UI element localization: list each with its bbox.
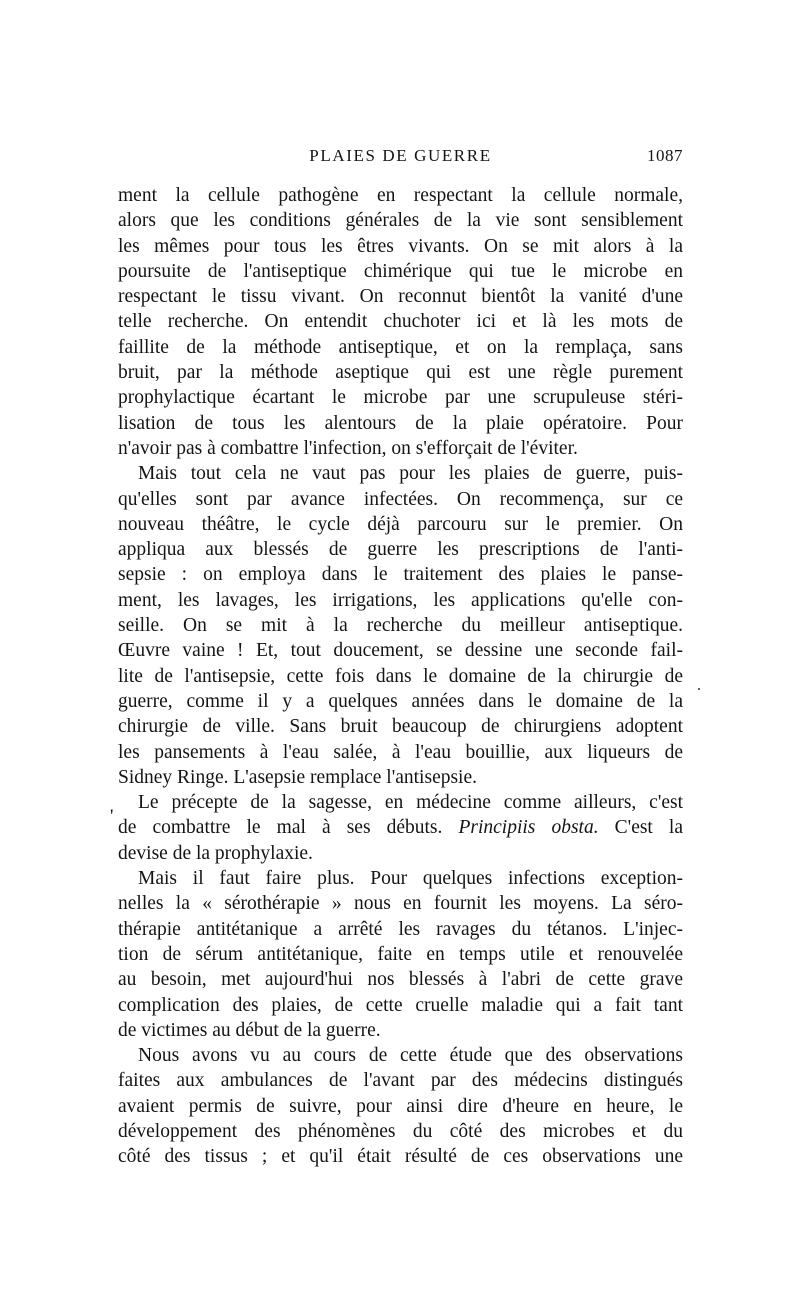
paragraph-5 — [118, 1043, 683, 1169]
paragraph-3 — [118, 790, 683, 866]
running-head — [118, 146, 683, 172]
text-line: thérapie antitétanique a arrêté les ravages du tétanos. L'injec- — [118, 918, 683, 940]
latin-maxim: Principiis obsta. — [458, 817, 599, 839]
text-line: lisation de tous les alentours de la plaie opératoire. Pour — [118, 412, 683, 434]
text-line-with-italic — [118, 815, 683, 840]
text-line: lite de l'antisepsie, cette fois dans le domaine de la chirurgie de — [118, 665, 683, 687]
text-line: chirurgie de ville. Sans bruit beaucoup de chirurgiens adoptent — [118, 716, 683, 738]
text-line: Sidney Ringe. L'asepsie remplace l'antisepsie. — [118, 766, 478, 788]
text-line: avaient permis de suivre, pour ainsi dire d'heure en heure, le — [118, 1095, 683, 1117]
text-line: Mais il faut faire plus. Pour quelques infections exception- — [138, 868, 683, 890]
text-line: seille. On se mit à la recherche du meilleur antiseptique. — [118, 615, 683, 637]
text-line: devise de la prophylaxie. — [118, 842, 313, 864]
text-line: guerre, comme il y a quelques années dans le domaine de la — [118, 690, 683, 712]
text-fragment: de combattre le mal à ses débuts. — [118, 817, 443, 839]
text-line: ment, les lavages, les irrigations, les applications qu'elle con- — [118, 589, 683, 611]
text-line: Le précepte de la sagesse, en médecine comme ailleurs, c'est — [138, 792, 683, 814]
paragraph-1 — [118, 183, 683, 461]
text-line: les pansements à l'eau salée, à l'eau bouillie, aux liqueurs de — [118, 741, 683, 763]
paragraph-4 — [118, 866, 683, 1043]
text-line: nouveau théâtre, le cycle déjà parcouru sur le premier. On — [118, 513, 683, 535]
body-text — [118, 183, 683, 1170]
text-fragment: C'est la — [614, 817, 683, 839]
margin-mark: ' — [110, 806, 114, 827]
text-line: prophylactique écartant le microbe par une scrupuleuse stéri- — [118, 387, 683, 409]
text-line: poursuite de l'antiseptique chimérique qui tue le microbe en — [118, 260, 683, 282]
text-line: de victimes au début de la guerre. — [118, 1019, 381, 1041]
text-line: appliqua aux blessés de guerre les prescriptions de l'anti- — [118, 539, 683, 561]
text-line: au besoin, met aujourd'hui nos blessés à l'abri de cette grave — [118, 969, 683, 991]
text-line: les mêmes pour tous les êtres vivants. On se mit alors à la — [118, 235, 683, 257]
text-line: Mais tout cela ne vaut pas pour les plaies de guerre, puis- — [138, 463, 683, 485]
running-title: PLAIES DE GUERRE — [309, 146, 492, 165]
text-line: Œuvre vaine ! Et, tout doucement, se dessine une seconde fail- — [118, 640, 683, 662]
text-line: nelles la « sérothérapie » nous en fournit les moyens. La séro- — [118, 893, 683, 915]
text-line: développement des phénomènes du côté des microbes et du — [118, 1120, 683, 1142]
text-line: faites aux ambulances de l'avant par des médecins distingués — [118, 1070, 683, 1092]
print-speck — [698, 688, 700, 690]
text-line: Nous avons vu au cours de cette étude que des observations — [138, 1045, 683, 1067]
text-line: sepsie : on employa dans le traitement des plaies le panse- — [118, 564, 683, 586]
text-line: bruit, par la méthode aseptique qui est une règle purement — [118, 362, 683, 384]
text-line: tion de sérum antitétanique, faite en temps utile et renouvelée — [118, 943, 683, 965]
text-line: telle recherche. On entendit chuchoter ici et là les mots de — [118, 311, 683, 333]
text-line: n'avoir pas à combattre l'infection, on s'efforçait de l'éviter. — [118, 437, 578, 459]
paragraph-2 — [118, 461, 683, 790]
text-line: côté des tissus ; et qu'il était résulté de ces observations une — [118, 1146, 683, 1168]
text-line: faillite de la méthode antiseptique, et on la remplaça, sans — [118, 336, 683, 358]
text-line: ment la cellule pathogène en respectant la cellule normale, — [118, 185, 683, 206]
text-line: alors que les conditions générales de la vie sont sensiblement — [118, 210, 683, 232]
page-number: 1087 — [647, 146, 683, 165]
text-line: qu'elles sont par avance infectées. On recommença, sur ce — [118, 488, 683, 510]
text-line: respectant le tissu vivant. On reconnut bientôt la vanité d'une — [118, 286, 683, 308]
text-line: complication des plaies, de cette cruelle maladie qui a fait tant — [118, 994, 683, 1016]
